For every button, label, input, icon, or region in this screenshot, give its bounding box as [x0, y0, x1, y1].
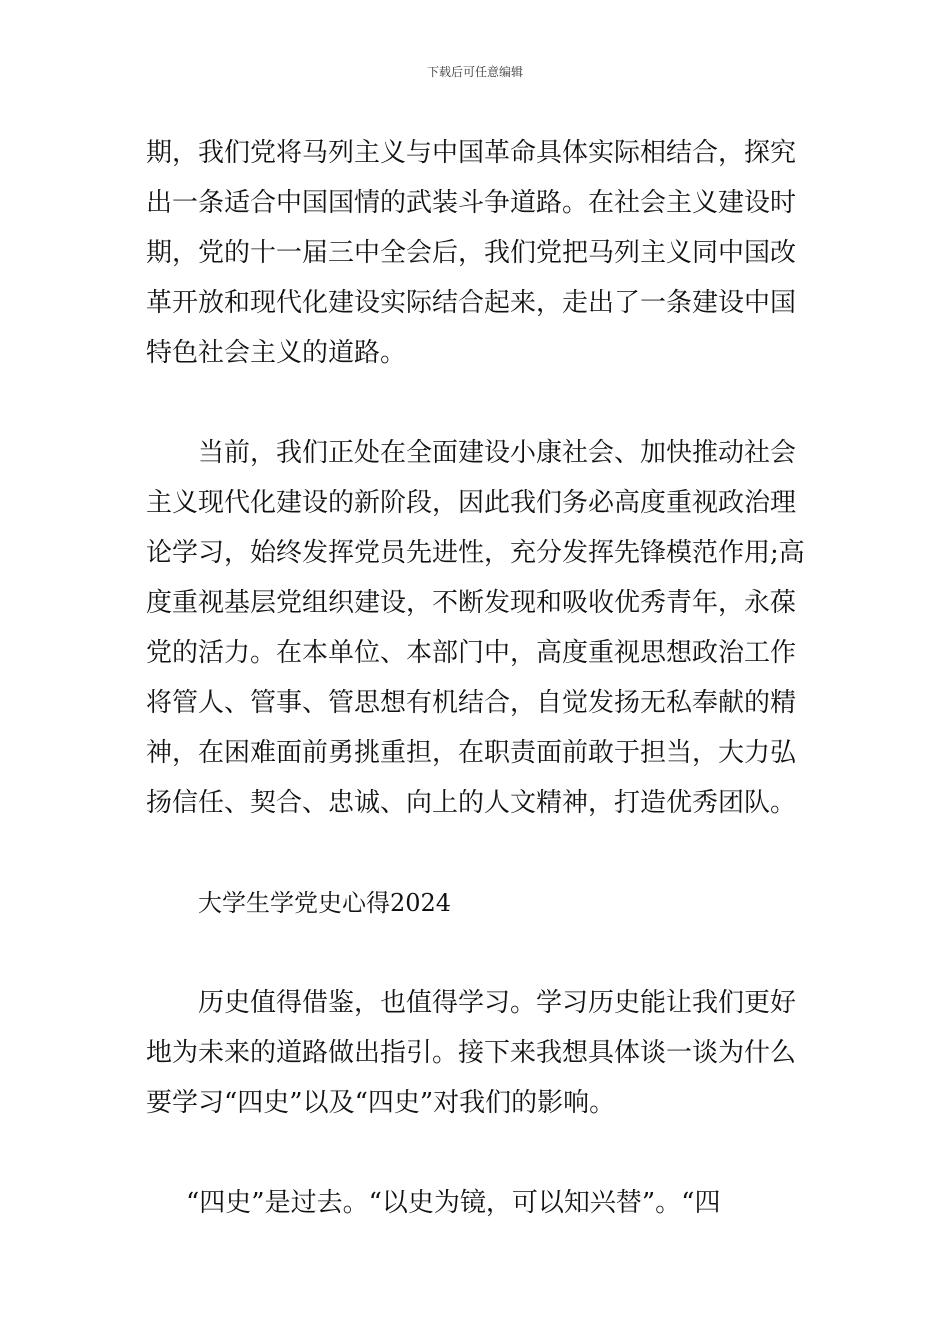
document-body [146, 128, 811, 1228]
text-line: 历史值得借鉴，也值得学习。学习历史能让我们更好 [198, 988, 797, 1018]
section-title: 大学生学党史心得2024 [198, 889, 452, 917]
text-line: 地为未来的道路做出指引。接下来我想具体谈一谈为什么 [146, 1038, 797, 1068]
text-line: 度重视基层党组织建设，不断发现和吸收优秀青年，永葆 [146, 588, 797, 618]
paragraph-gap [146, 828, 811, 878]
paragraph-gap [146, 1128, 811, 1178]
text-line: 将管人、管事、管思想有机结合，自觉发扬无私奉献的精 [146, 688, 797, 718]
paragraph-gap [146, 378, 811, 428]
text-line: 出一条适合中国国情的武装斗争道路。在社会主义建设时 [146, 188, 797, 218]
text-line: 党的活力。在本单位、本部门中，高度重视思想政治工作 [146, 638, 797, 668]
text-line: 当前，我们正处在全面建设小康社会、加快推动社会 [198, 438, 797, 468]
paragraph-gap [146, 928, 811, 978]
text-line: “四史”是过去。“以史为镜，可以知兴替”。“四 [186, 1188, 721, 1218]
text-line: 期，党的十一届三中全会后，我们党把马列主义同中国改 [146, 238, 797, 268]
text-line: 神，在困难面前勇挑重担，在职责面前敢于担当，大力弘 [146, 738, 797, 768]
text-line: 要学习“四史”以及“四史”对我们的影响。 [146, 1088, 616, 1118]
text-line: 革开放和现代化建设实际结合起来，走出了一条建设中国 [146, 288, 797, 318]
text-line: 论学习，始终发挥党员先进性，充分发挥先锋模范作用;高 [146, 538, 805, 568]
text-line: 主义现代化建设的新阶段，因此我们务必高度重视政治理 [146, 488, 797, 518]
page-header: 下载后可任意编辑 [426, 65, 523, 79]
text-line: 期，我们党将马列主义与中国革命具体实际相结合，探究 [146, 138, 797, 168]
text-line: 扬信任、契合、忠诚、向上的人文精神，打造优秀团队。 [146, 788, 797, 818]
text-line: 特色社会主义的道路。 [146, 338, 407, 368]
